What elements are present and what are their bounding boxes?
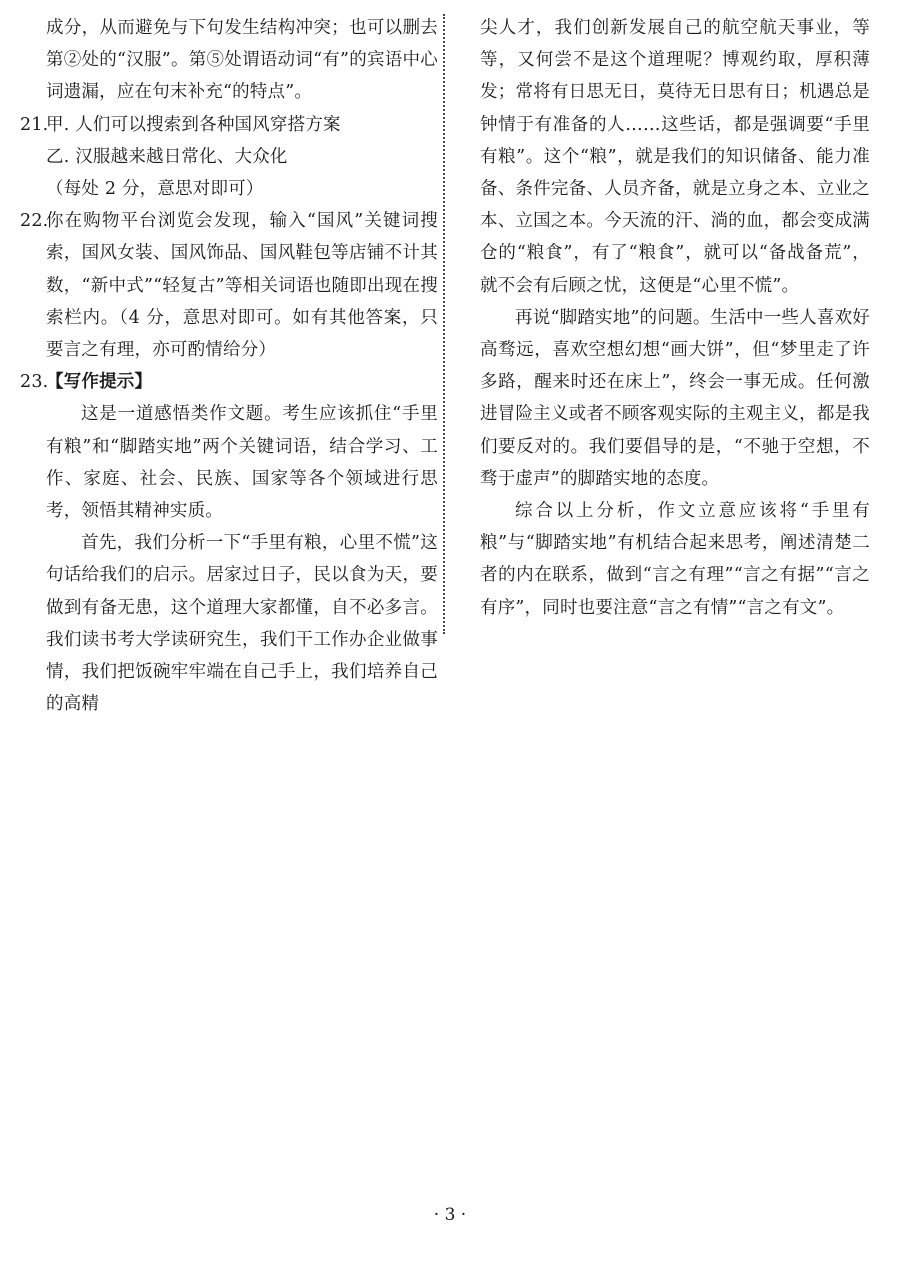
q23-paragraph-2-continuation: 尖人才，我们创新发展自己的航空航天事业，等等，又何尝不是这个道理呢？博观约取，厚积薄发；常将有日思无日，莫待无日思有日；机遇总是钟情于有准备的人……这些话，都是强调要“手里有粮”。这个“粮”，就是我们的知识储备、能力准备、条件完备、人员齐备，就是立身之本、立业之本、立国之本。今天流的汗、淌的血，都会变成满仓的“粮食”，有了“粮食”，就可以“备战备荒”，就不会有后顾之忧，这便是“心里不慌”。: [480, 18, 870, 296]
q23-item: [20, 366, 438, 398]
q21-number: 21.: [20, 114, 49, 135]
left-column: [20, 12, 438, 720]
q21-answer-a: 甲. 人们可以搜索到各种国风穿搭方案: [46, 114, 341, 135]
q22-answer: 你在购物平台浏览会发现，输入“国风”关键词搜索，国风女装、国风饰品、国风鞋包等店铺不计其数，“新中式”“轻复古”等相关词语也随即出现在搜索栏内。（4 分，意思对即可。如有其他答案，只要言之有理，亦可酌情给分）: [46, 211, 438, 361]
q21-scoring-note: （每处 2 分，意思对即可）: [46, 179, 264, 200]
q23-number: 23.: [20, 372, 49, 393]
q23-paragraph-1: 这是一道感悟类作文题。考生应该抓住“手里有粮”和“脚踏实地”两个关键词语，结合学习、工作、家庭、社会、民族、国家等各个领域进行思考，领悟其精神实质。: [46, 404, 438, 522]
q22-item: [20, 205, 438, 366]
right-column: [480, 12, 870, 624]
column-divider: [443, 14, 445, 634]
q23-paragraph-3: 再说“脚踏实地”的问题。生活中一些人喜欢好高骛远，喜欢空想幻想“画大饼”，但“梦里走了许多路，醒来时还在床上”，终会一事无成。任何激进冒险主义或者不顾客观实际的主观主义，都是我们要反对的。我们要倡导的是，“不驰于空想，不骛于虚声”的脚踏实地的态度。: [480, 307, 870, 489]
q20-continuation: 成分，从而避免与下句发生结构冲突；也可以删去第②处的“汉服”。第⑤处谓语动词“有”的宾语中心词遗漏，应在句末补充“的特点”。: [46, 18, 438, 103]
q23-paragraph-2: 首先，我们分析一下“手里有粮，心里不慌”这句话给我们的启示。居家过日子，民以食为天，要做到有备无患，这个道理大家都懂，自不必多言。我们读书考大学读研究生，我们干工作办企业做事情，我们把饭碗牢牢端在自己手上，我们培养自己的高精: [46, 533, 438, 715]
q23-heading: 【写作提示】: [46, 372, 153, 393]
page-number: · 3 ·: [433, 1205, 467, 1225]
q22-number: 22.: [20, 211, 49, 232]
q23-paragraph-4: 综合以上分析，作文立意应该将“手里有粮”与“脚踏实地”有机结合起来思考，阐述清楚二者的内在联系，做到“言之有理”“言之有据”“言之有序”，同时也要注意“言之有情”“言之有文”。: [480, 501, 870, 618]
q21-item: [20, 109, 438, 141]
q21-answer-b: 乙. 汉服越来越日常化、大众化: [46, 146, 288, 167]
